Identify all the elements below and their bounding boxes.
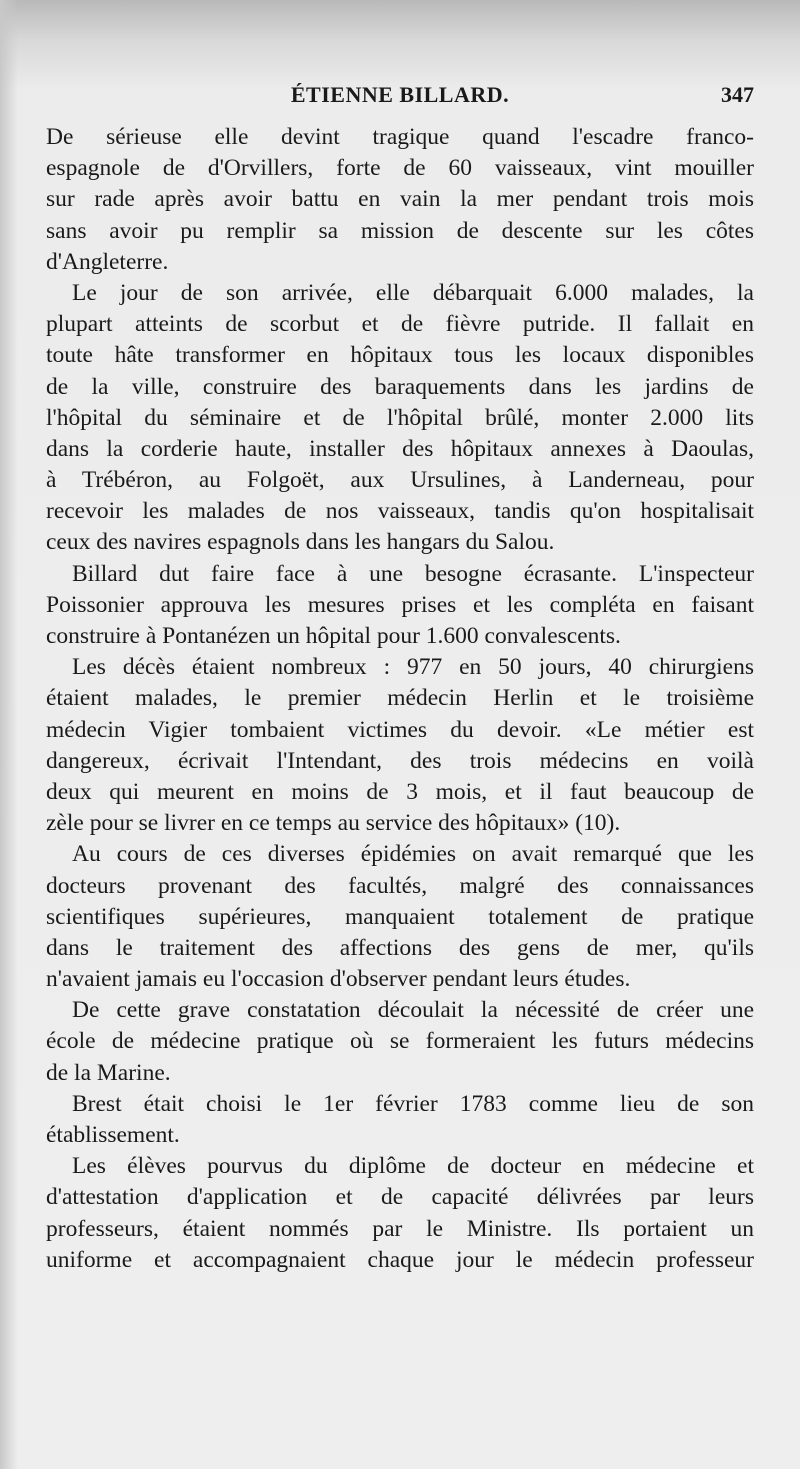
text-line: Billard dut faire face à une besogne écrasante. L'inspecteur: [72, 560, 754, 587]
text-line: zèle pour se livrer en ce temps au service des hôpitaux» (10).: [46, 810, 621, 837]
running-head: ÉTIENNE BILLARD.: [290, 82, 510, 107]
text-line: d'attestation d'application et de capacité délivrées par leurs: [46, 1184, 754, 1211]
text-line: sur rade après avoir battu en vain la mer pendant trois mois: [46, 186, 754, 213]
text-line: espagnole de d'Orvillers, forte de 60 vaisseaux, vint mouiller: [46, 155, 754, 182]
text-line: sans avoir pu remplir sa mission de descente sur les côtes: [46, 217, 754, 244]
text-line: docteurs provenant des facultés, malgré des connaissances: [46, 872, 754, 899]
page-header: [46, 80, 754, 114]
text-line: de la ville, construire des baraquements dans les jardins de: [46, 373, 754, 400]
text-line: établissement.: [46, 1122, 180, 1148]
text-line: n'avaient jamais eu l'occasion d'observer pendant leurs études.: [46, 966, 631, 993]
text-line: d'Angleterre.: [46, 248, 169, 275]
page-edge-shadow: [0, 0, 18, 1469]
text-line: uniforme et accompagnaient chaque jour le médecin professeur: [46, 1246, 754, 1273]
text-line: Au cours de ces diverses épidémies on avait remarqué que les: [72, 841, 754, 868]
text-line: médecin Vigier tombaient victimes du devoir. «Le métier est: [46, 716, 754, 743]
text-line: école de médecine pratique où se formeraient les futurs médecins: [46, 1028, 754, 1055]
text-line: De sérieuse elle devint tragique quand l'escadre franco-: [46, 124, 754, 150]
text-line: Brest était choisi le 1er février 1783 comme lieu de son: [72, 1090, 754, 1117]
text-line: toute hâte transformer en hôpitaux tous les locaux disponibles: [46, 342, 754, 369]
text-line: Les décès étaient nombreux : 977 en 50 jours, 40 chirurgiens: [72, 654, 754, 681]
text-line: de la Marine.: [46, 1059, 171, 1086]
text-line: à Trébéron, au Folgoët, aux Ursulines, à Landerneau, pour: [46, 467, 754, 494]
text-line: professeurs, étaient nommés par le Ministre. Ils portaient un: [46, 1215, 754, 1242]
text-line: De cette grave constatation découlait la nécessité de créer une: [72, 997, 754, 1024]
text-line: dangereux, écrivait l'Intendant, des trois médecins en voilà: [46, 747, 754, 774]
text-line: étaient malades, le premier médecin Herlin et le troisième: [46, 685, 754, 712]
text-line: dans le traitement des affections des gens de mer, qu'ils: [46, 934, 754, 961]
text-line: construire à Pontanézen un hôpital pour 1.600 convalescents.: [46, 623, 621, 649]
text-line: deux qui meurent en moins de 3 mois, et il faut beaucoup de: [46, 778, 754, 805]
text-line: plupart atteints de scorbut et de fièvre putride. Il fallait en: [46, 311, 754, 338]
body-text: [46, 122, 754, 1276]
text-line: ceux des navires espagnols dans les hangars du Salou.: [46, 529, 555, 556]
text-line: Les élèves pourvus du diplôme de docteur en médecine et: [72, 1153, 754, 1180]
text-line: scientifiques supérieures, manquaient totalement de pratique: [46, 903, 754, 930]
text-line: dans la corderie haute, installer des hôpitaux annexes à Daoulas,: [46, 435, 754, 462]
text-line: Le jour de son arrivée, elle débarquait 6.000 malades, la: [72, 279, 754, 306]
text-line: l'hôpital du séminaire et de l'hôpital brûlé, monter 2.000 lits: [46, 404, 754, 431]
text-line: Poissonier approuva les mesures prises et les compléta en faisant: [46, 591, 754, 618]
text-line: recevoir les malades de nos vaisseaux, tandis qu'on hospitalisait: [46, 498, 754, 525]
page-number: 347: [721, 82, 754, 107]
